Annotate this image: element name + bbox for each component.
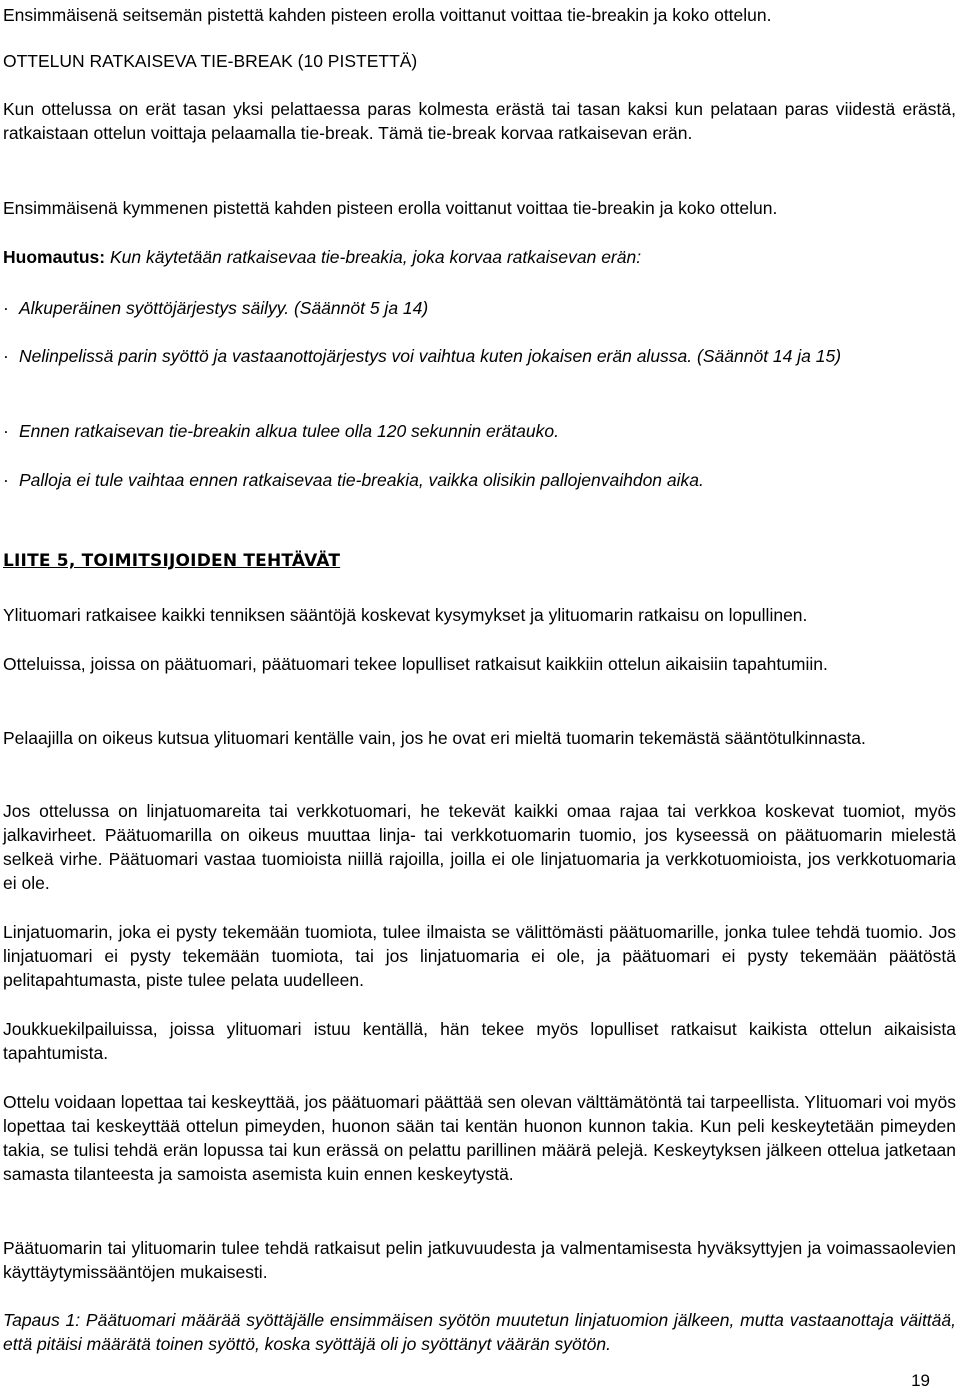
note-label: Huomautus:: [3, 247, 106, 267]
paragraph-tiebreak-winner: Ensimmäisenä kymmenen pistettä kahden pisteen erolla voittanut voittaa tie-breakin ja koko ottelun.: [3, 198, 778, 218]
bullet-reference: (Säännöt 5 ja 14): [293, 298, 429, 318]
paragraph-players-right: Pelaajilla on oikeus kutsua ylituomari kentälle vain, jos he ovat eri mieltä tuomarin tekemästä sääntötulkinnasta.: [3, 728, 866, 748]
bullet-dot: ·: [3, 346, 9, 366]
bullet-dot: ·: [3, 421, 9, 441]
bullet-item: [3, 344, 956, 368]
bullet-item: [3, 419, 956, 443]
bullet-dot: ·: [3, 298, 9, 318]
bullet-text: Nelinpelissä parin syöttö ja vastaanottojärjestys voi vaihtua kuten jokaisen erän alussa. (Säännöt 14 ja 15): [19, 346, 842, 366]
paragraph-suspension: Ottelu voidaan lopettaa tai keskeyttää, jos päätuomari päättää sen olevan välttämätöntä tai tarpeellista. Ylituomari voi myös lopettaa tai keskeyttää ottelun pimeyden, huonon sään tai kentän huonon kunnon takia. Kun peli keskeytetään pimeyden takia, se tulisi tehdä erän lopussa tai kun erässä on pelattu parillinen määrä pelejä. Keskeytyksen jälkeen ottelua jatketaan samasta tilanteesta ja samoista asemista kuin ennen keskeytystä.: [3, 1092, 956, 1184]
appendix-heading: LIITE 5, TOIMITSIJOIDEN TEHTÄVÄT: [3, 551, 341, 571]
section-title-tiebreak: OTTELUN RATKAISEVA TIE-BREAK (10 PISTETTÄ): [3, 51, 418, 71]
bullet-text: Palloja ei tule vaihtaa ennen ratkaisevaa tie-breakia, vaikka olisikin pallojenvaihdon aika.: [19, 470, 704, 490]
tiebreak-seven-points-line: Ensimmäisenä seitsemän pistettä kahden pisteen erolla voittanut voittaa tie-breakin ja koko ottelun.: [3, 5, 772, 25]
bullet-text: Alkuperäinen syöttöjärjestys säilyy. (Säännöt 5 ja 14): [19, 298, 429, 318]
note-text: Kun käytetään ratkaisevaa tie-breakia, joka korvaa ratkaisevan erän:: [109, 247, 642, 267]
page-number: 19: [911, 1371, 930, 1390]
paragraph-line-umpires: Jos ottelussa on linjatuomareita tai verkkotuomari, he tekevät kaikki omaa rajaa tai verkkoa koskevat tuomiot, myös jalkavirheet. Päätuomarilla on oikeus muuttaa linja- tai verkkotuomarin tuomio, jos kyseessä on päätuomarin mielestä selkeä virhe. Päätuomari vastaa tuomioista niillä rajoilla, joilla ei ole linjatuomaria ja verkkotuomioista, jos verkkotuomaria ei ole.: [3, 801, 956, 893]
bullet-dot: ·: [3, 470, 9, 490]
paragraph-team-events: Joukkuekilpailuissa, joissa ylituomari istuu kentällä, hän tekee myös lopulliset ratkaisut kaikista ottelun aikaisista tapahtumista.: [3, 1019, 956, 1063]
paragraph-referee-final: Ylituomari ratkaisee kaikki tenniksen sääntöjä koskevat kysymykset ja ylituomarin ratkaisu on lopullinen.: [3, 605, 808, 625]
paragraph-chair-umpire: Otteluissa, joissa on päätuomari, päätuomari tekee lopulliset ratkaisut kaikkiin ottelun aikaisiin tapahtumiin.: [3, 654, 828, 674]
case-example: Tapaus 1: Päätuomari määrää syöttäjälle ensimmäisen syötön muutetun linjatuomion jälkeen, mutta vastaanottaja väittää, että pitäisi määrätä toinen syöttö, koska syöttäjä oli jo syöttänyt väärän syötön.: [3, 1310, 956, 1354]
bullet-reference: (Säännöt 14 ja 15): [697, 346, 842, 366]
bullet-item: [3, 296, 956, 320]
bullet-text: Ennen ratkaisevan tie-breakin alkua tulee olla 120 sekunnin erätauko.: [19, 421, 559, 441]
note-line: [3, 245, 956, 269]
paragraph-continuous-play: Päätuomarin tai ylituomarin tulee tehdä ratkaisut pelin jatkuvuudesta ja valmentamisesta hyväksyttyjen ja voimassaolevien käyttäytymissääntöjen mukaisesti.: [3, 1238, 956, 1282]
paragraph-tiebreak-rule: Kun ottelussa on erät tasan yksi pelattaessa paras kolmesta erästä tai tasan kaksi kun pelataan paras viidestä erästä, ratkaistaan ottelun voittaja pelaamalla tie-break. Tämä tie-break korvaa ratkaisevan erän.: [3, 99, 956, 143]
bullet-item: [3, 468, 956, 492]
paragraph-unsighted-call: Linjatuomarin, joka ei pysty tekemään tuomiota, tulee ilmaista se välittömästi päätuomarille, jonka tulee tehdä tuomio. Jos linjatuomari ei pysty tekemään tuomiota, tai jos linjatuomaria ei ole, ja päätuomari ei pysty tekemään päätöstä pelitapahtumasta, piste tulee pelata uudelleen.: [3, 922, 956, 990]
